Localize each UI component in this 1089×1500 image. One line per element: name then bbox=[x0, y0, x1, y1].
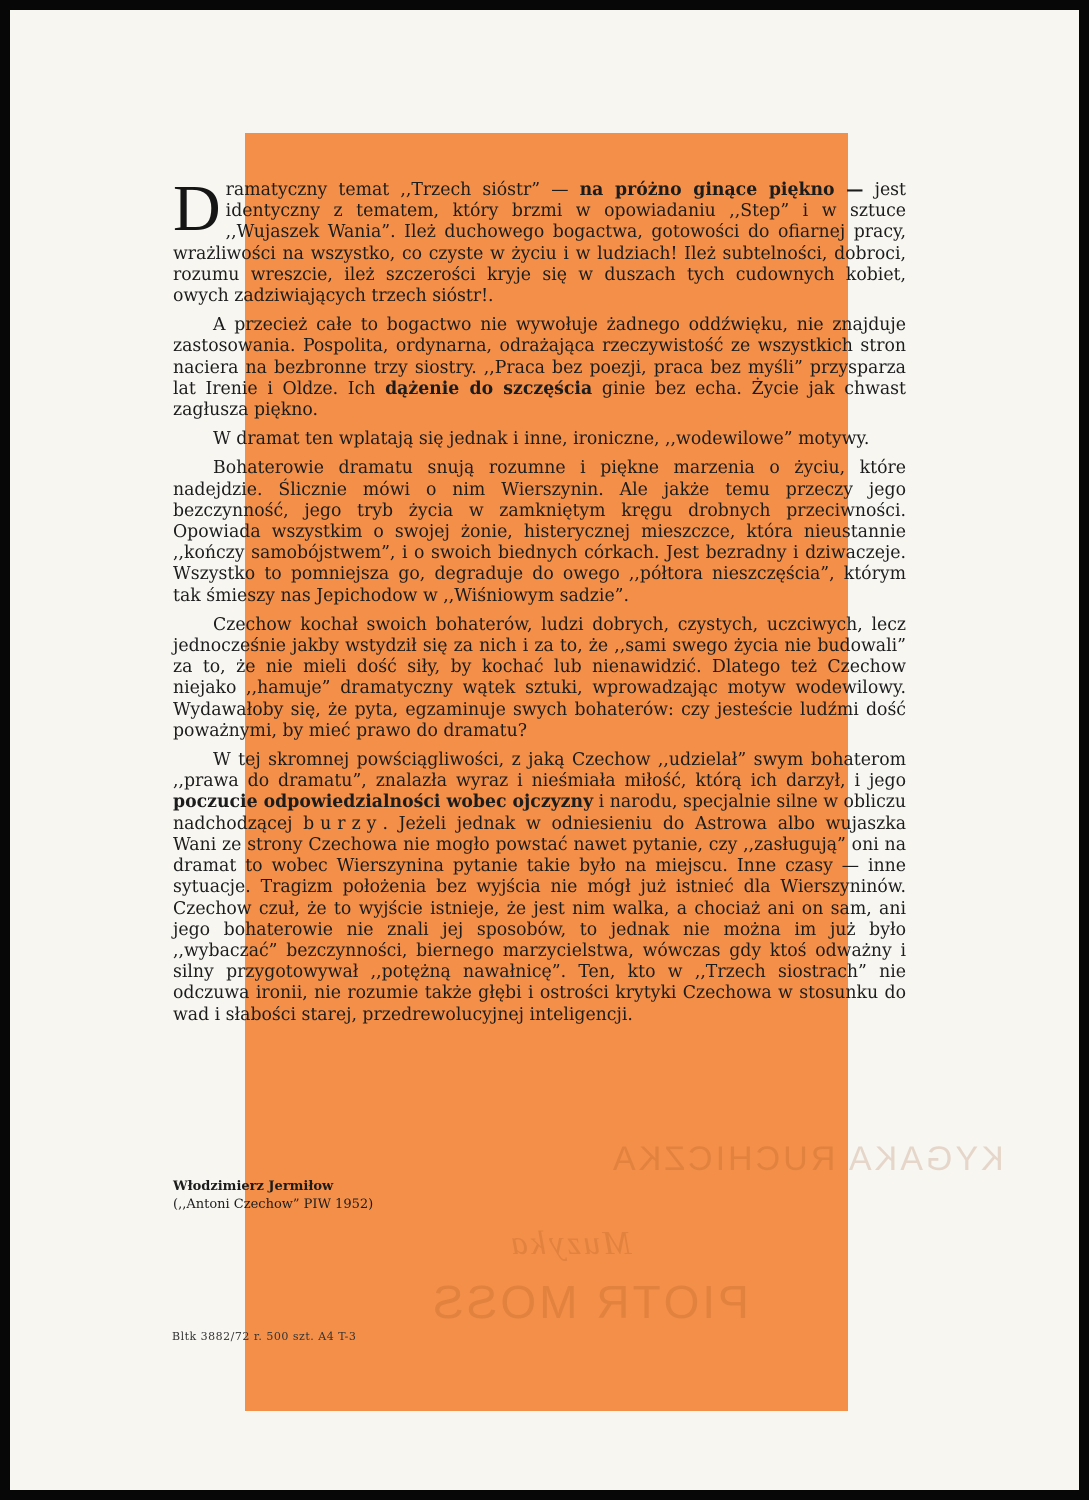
text-run: Bohaterowie dramatu snują rozumne i piękne marzenia o życiu, które nadejdzie. Ślicznie mówi o nim Wierszynin. Ale jakże temu przeczy jego bezczynność, jego tryb życia w zamkniętym kręgu drobnych przeciwności. Opowiada wszystkim o swojej żonie, histerycznej mieszczce, która nieustannie ,,kończy samobójstwem”, i o swoich biednych córkach. Jest bezradny i dziwaczeje. Wszystko to pomniejsza go, degraduje do owego ,,półtora nieszczęścia”, którym tak śmieszy nas Jepichodow w ,,Wiśniowym sadzie”. bbox=[173, 458, 906, 606]
author-name: Włodzimierz Jermiłow bbox=[173, 1179, 334, 1194]
spaced-phrase: burzy bbox=[303, 813, 383, 834]
article-paragraph bbox=[173, 429, 906, 450]
article-paragraph bbox=[173, 615, 906, 742]
article-paragraph bbox=[173, 458, 906, 606]
text-run: . Jeżeli jednak w odniesieniu do Astrowa albo wujaszka Wani ze strony Czechowa nie mogło powstać nawet pytanie, czy ,,zasługują” oni na dramat to wobec Wierszynina pytanie takie było na miejscu. Inne czasy — inne sytuacje. Tragizm położenia bez wyjścia nie mógł już istnieć dla Wierszyninów. Czechow czuł, że to wyjście istnieje, że jest nim walka, a chociaż ani on sam, ani jego bohaterowie nie znali jej sposobów, to jednak nie można im już było ,,wybaczać” bezczynności, biernego marzycielstwa, wówczas gdy ktoś odważny i silny przygotowywał ,,potężną nawałnicę”. Ten, kto w ,,Trzech siostrach” nie odczuwa ironii, nie rozumie także głębi i ostrości krytyki Czechowa w stosunku do wad i słabości starej, przedrewolucyjnej inteligencji. bbox=[173, 813, 907, 1025]
print-info: Bltk 3882/72 r. 500 szt. A4 T-3 bbox=[172, 1330, 357, 1343]
article-paragraph bbox=[173, 750, 906, 1026]
text-run: ginie bez echa. Życie jak chwast zagłusza piękno. bbox=[173, 378, 906, 421]
article-body bbox=[173, 172, 907, 1034]
text-run: A przecież całe to bogactwo nie wywołuje żadnego oddźwięku, nie znajduje zastosowania. Pospolita, ordynarna, odrażająca rzeczywistość ze wszystkich stron naciera na bezbronne trzy siostry. ,,Praca bez poezji, praca bez myśli” przysparza lat Irenie i Oldze. Ich bbox=[173, 315, 906, 399]
text-run: ramatyczny temat ,,Trzech sióstr” — bbox=[225, 180, 580, 200]
text-run: W dramat ten wplatają się jednak i inne, ironiczne, ,,wodewilowe” motywy. bbox=[213, 429, 870, 450]
text-run: jest identyczny z tematem, który brzmi w opowiadaniu ,,Step” i w sztuce ,,Wujaszek Wania”. Ileż duchowego bogactwa, gotowości do ofiarnej pracy, wrażliwości na wszystko, co czyste w życiu i w ludziach! Ileż subtelności, dobroci, rozumu wreszcie, ileż szczerości kryje się w duszach tych cudownych kobiet, owych zadziwiających trzech sióstr!. bbox=[173, 180, 906, 307]
text-run: W tej skromnej powściągliwości, z jaką Czechow ,,udzielał” swym bohaterom ,,prawa do dramatu”, znalazła wyraz i nieśmiała miłość, którą ich darzył, i jego bbox=[173, 750, 906, 792]
text-run: i narodu, specjalnie silne w obliczu nadchodzącej bbox=[173, 792, 906, 834]
author-source: (,,Antoni Czechow” PIW 1952) bbox=[173, 1197, 374, 1212]
author-credit bbox=[173, 1178, 373, 1214]
bold-phrase: na próżno ginące piękno — bbox=[579, 180, 864, 200]
paper-sheet bbox=[10, 10, 1079, 1490]
bold-phrase: dążenie do szczęścia bbox=[385, 378, 593, 399]
show-through-text-1: KYGAKA RUCHICZKA bbox=[610, 1140, 1004, 1178]
article-paragraph bbox=[173, 172, 906, 307]
drop-cap: D bbox=[173, 172, 221, 245]
text-run: Czechow kochał swoich bohaterów, ludzi dobrych, czystych, uczciwych, lecz jednocześnie jakby wstydził się za nich i za to, że ,,sami swego życia nie budowali” za to, że nie mieli dość siły, by kochać lub nienawidzić. Dlatego też Czechow niejako ,,hamuje” dramatyczny wątek sztuki, wprowadzając motyw wodewilowy. Wydawałoby się, że pyta, egzaminuje swych bohaterów: czy jesteście ludźmi dość poważnymi, by mieć prawo do dramatu? bbox=[173, 614, 906, 741]
bold-phrase: poczucie odpowiedzialności wobec ojczyzny bbox=[173, 792, 594, 813]
show-through-text-2: Muzyka bbox=[508, 1225, 632, 1262]
show-through-text-3: PIOTR MOSS bbox=[430, 1276, 749, 1328]
article-paragraph bbox=[173, 315, 906, 421]
